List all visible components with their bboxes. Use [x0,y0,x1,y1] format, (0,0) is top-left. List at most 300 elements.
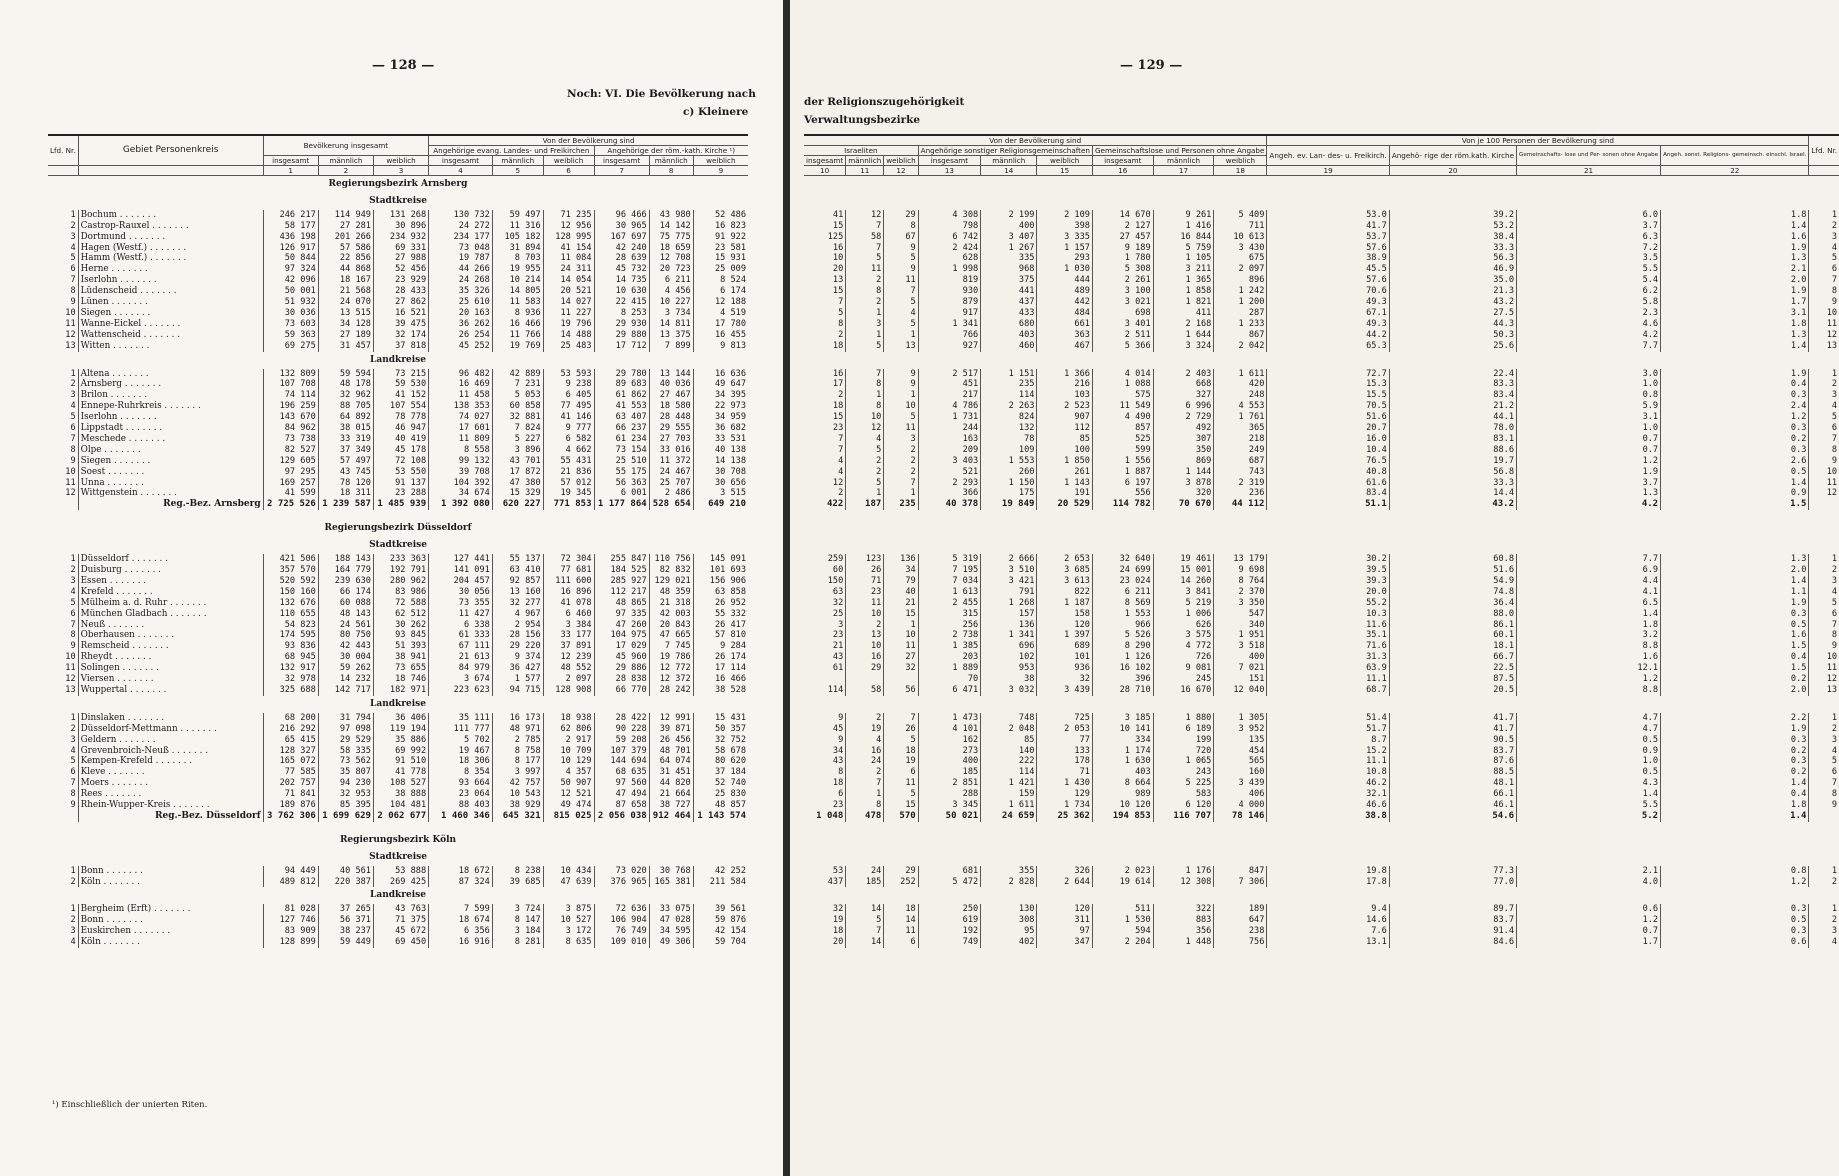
table-row [804,510,1839,520]
cell-col-9: 33 531 [693,434,748,445]
cell-col-2: 14 232 [318,674,373,685]
cell-col-19: 40.8 [1267,467,1389,478]
cell-col-11: 2 [846,713,884,724]
cell-col-22: 1.6 [1661,630,1809,641]
cell-col-16: 2 261 [1092,275,1153,286]
cell-col-10: 53 [832,865,844,876]
cell-col-6: 21 836 [543,467,594,478]
book-gutter [783,0,790,1176]
cell-col-3: 27 988 [373,253,428,264]
cell-col-6: 128 995 [543,232,594,243]
cell-col-5: 16 173 [492,713,543,724]
cell-col-20: 25.6 [1389,341,1516,352]
cell-col-8: 10 227 [649,297,693,308]
table-row [804,478,1839,489]
cell-col-20: 83.7 [1389,746,1516,757]
cell-col-11: 71 [846,576,884,587]
cell-col-22: 0.2 [1661,767,1809,778]
cell-col-18: 687 [1214,456,1267,467]
cell-col-17: 12 308 [1153,877,1214,888]
cell-col-4: 234 177 [429,232,493,243]
cell-col-12: 5 [884,412,918,423]
row-lfd: 12 [65,674,76,685]
cell-col-15: 3 335 [1037,232,1093,243]
cell-col-19: 46.6 [1267,800,1389,811]
cell-col-18: 454 [1214,746,1267,757]
cell-col-18: 7 021 [1214,663,1267,674]
cell-col-20: 46.1 [1389,800,1516,811]
cell-col-9: 12 188 [693,297,748,308]
table-row [48,554,748,565]
table-row [48,800,748,811]
cell-col-4: 34 674 [429,488,493,499]
row-name: Wittgenstein . . . . . . . [78,488,263,499]
cell-col-16: 8 290 [1092,641,1153,652]
cell-col-13: 2 738 [918,630,981,641]
row-lfd-right: 5 [1809,756,1839,767]
cell-col-8: 12 991 [649,713,693,724]
table-row [48,926,748,937]
cell-col-7: 112 217 [594,587,649,598]
cell-col-8: 26 456 [649,735,693,746]
table-row [48,423,748,434]
cell-col-14: 1 341 [981,630,1037,641]
cell-col-11: 8 [846,379,884,390]
cell-col-2: 44 868 [318,264,373,275]
cell-col-15: 2 653 [1037,554,1093,565]
cell-col-17: 356 [1153,926,1214,937]
row-name: Köln . . . . . . . [78,877,263,888]
cell-col-22: 1.4 [1661,811,1809,822]
cell-col-4: 1 392 080 [429,499,493,510]
cell-col-12: 2 [884,445,918,456]
cell-col-20: 77.0 [1389,877,1516,888]
cell-col-5: 8 936 [492,308,543,319]
cell-col-17: 3 575 [1153,630,1214,641]
cell-col-1: 69 275 [263,341,318,352]
table-row [804,221,1839,232]
cell-col-1: 107 708 [263,379,318,390]
cell-col-4: 5 702 [429,735,493,746]
cell-col-19: 11.1 [1267,674,1389,685]
cell-col-12: 11 [884,778,918,789]
cell-col-4: 18 306 [429,756,493,767]
cell-col-9: 145 091 [693,554,748,565]
cell-col-2: 42 443 [318,641,373,652]
cell-col-13: 451 [918,379,981,390]
table-row [48,243,748,254]
cell-col-12: 26 [884,724,918,735]
cell-col-6: 9 238 [543,379,594,390]
cell-col-3: 62 512 [373,609,428,620]
row-lfd-right: 6 [1809,264,1839,275]
cell-col-21: 0.6 [1517,904,1661,915]
cell-col-7: 2 056 038 [594,811,649,822]
cell-col-7: 14 735 [594,275,649,286]
cell-col-10: 10 [832,253,844,264]
table-row [48,330,748,341]
cell-col-2: 22 856 [318,253,373,264]
page-number-left: — 128 — [372,58,435,73]
cell-col-18: 3 952 [1214,724,1267,735]
cell-col-10: 63 [832,586,844,597]
row-lfd: 12 [65,488,76,499]
cell-col-10: 125 [827,231,844,242]
cell-col-14: 1 151 [981,369,1037,380]
cell-col-19: 49.3 [1267,319,1389,330]
cell-col-4: 11 809 [429,434,493,445]
cell-col-13: 521 [918,467,981,478]
cell-col-4: 74 027 [429,412,493,423]
cell-col-16: 10 120 [1092,800,1153,811]
cell-col-10: 4 [838,455,844,466]
cell-col-14: 2 828 [981,877,1037,888]
cell-col-3: 52 456 [373,264,428,275]
cell-col-6: 10 527 [543,915,594,926]
table-row [48,210,748,221]
row-name: Grevenbroich-Neuß . . . . . . . [78,746,263,757]
cell-col-1: 97 295 [263,467,318,478]
cell-col-11: 29 [846,663,884,674]
table-row [48,176,748,193]
row-lfd-right: 2 [1809,221,1839,232]
cell-col-12: 14 [884,915,918,926]
row-name: Moers . . . . . . . [78,778,263,789]
cell-col-9: 80 620 [693,756,748,767]
cell-col-18: 647 [1214,915,1267,926]
cell-col-5: 55 137 [492,554,543,565]
cell-col-2: 37 349 [318,445,373,456]
cell-col-12: 4 [884,308,918,319]
cell-col-18: 2 042 [1214,341,1267,352]
cell-col-6: 2 917 [543,735,594,746]
cell-col-18: 236 [1214,488,1267,499]
cell-col-3: 45 178 [373,445,428,456]
cell-col-10: 43 [832,652,844,663]
cell-col-22: 0.2 [1661,674,1809,685]
cell-col-12: 21 [884,598,918,609]
cell-col-1: 325 688 [263,685,318,696]
cell-col-17: 2 403 [1153,369,1214,380]
cell-col-10: 1 048 [816,810,844,821]
cell-col-21: 0.7 [1517,445,1661,456]
cell-col-10: 13 [832,275,844,286]
cell-col-21: 2.1 [1517,866,1661,877]
cell-col-17: 199 [1153,735,1214,746]
cell-col-9: 17 780 [693,319,748,330]
cell-col-13: 2 424 [918,243,981,254]
cell-col-10: 18 [832,926,844,937]
cell-col-14: 308 [981,915,1037,926]
row-lfd: 3 [70,390,76,401]
cell-col-15: 77 [1037,735,1093,746]
table-row [804,598,1839,609]
cell-col-12: 5 [884,789,918,800]
cell-col-8: 48 701 [649,746,693,757]
cell-col-9: 15 431 [693,713,748,724]
colno-lfd [48,166,78,176]
cell-col-5: 16 466 [492,319,543,330]
cell-col-13: 879 [918,297,981,308]
cell-col-15: 293 [1037,253,1093,264]
cell-col-5: 620 227 [492,499,543,510]
row-lfd-right: 5 [1809,253,1839,264]
cell-col-6: 4 662 [543,445,594,456]
row-lfd-right: 5 [1809,412,1839,423]
cell-col-8: 24 467 [649,467,693,478]
cell-col-13: 5 472 [918,877,981,888]
cell-col-2: 88 705 [318,401,373,412]
cell-col-2: 33 319 [318,434,373,445]
cell-col-1: 94 449 [263,866,318,877]
table-row [48,456,748,467]
cell-col-1: 50 001 [263,286,318,297]
cell-col-11: 14 [846,904,884,915]
cell-col-21: 6.2 [1517,286,1661,297]
cell-col-3: 233 363 [373,554,428,565]
table-row [48,620,748,631]
cell-col-21: 4.1 [1517,587,1661,598]
cell-col-12 [884,674,918,685]
cell-col-19: 19.8 [1267,866,1389,877]
cell-col-12: 34 [884,565,918,576]
cell-col-18: 3 439 [1214,778,1267,789]
cell-col-17: 70 670 [1153,499,1214,510]
row-lfd: 1 [70,712,76,723]
cell-col-18: 3 518 [1214,641,1267,652]
cell-col-17: 626 [1153,620,1214,631]
cell-col-8: 20 843 [649,620,693,631]
cell-col-11: 7 [846,926,884,937]
cell-col-19: 53.7 [1267,232,1389,243]
cell-col-3: 93 845 [373,630,428,641]
cell-col-18: 78 146 [1214,811,1267,822]
row-lfd-right: 2 [1809,877,1839,888]
cell-col-19: 51.7 [1267,724,1389,735]
cell-col-1: 30 036 [263,308,318,319]
table-row [804,308,1839,319]
cell-col-4: 35 326 [429,286,493,297]
row-name: Kempen-Krefeld . . . . . . . [78,756,263,767]
table-row [804,434,1839,445]
cell-col-16: 966 [1092,620,1153,631]
cell-col-14: 3 407 [981,232,1037,243]
cell-col-22: 1.2 [1661,877,1809,888]
cell-col-5: 14 805 [492,286,543,297]
cell-col-21: 1.2 [1517,456,1661,467]
cell-col-21: 0.7 [1517,434,1661,445]
row-lfd: 7 [70,778,76,789]
cell-col-16: 1 126 [1092,652,1153,663]
regierungsbezirk-heading: Regierungsbezirk Arnsberg [328,179,468,189]
cell-col-12: 6 [884,767,918,778]
cell-col-2: 59 449 [318,937,373,948]
cell-col-22: 0.3 [1661,609,1809,620]
table-row [48,713,748,724]
row-lfd-right: 10 [1809,308,1839,319]
cell-col-6: 19 796 [543,319,594,330]
cell-col-8: 912 464 [649,811,693,822]
cell-col-15: 1 734 [1037,800,1093,811]
cell-col-16: 114 782 [1092,499,1153,510]
cell-col-21: 5.4 [1517,275,1661,286]
cell-col-8: 20 723 [649,264,693,275]
cell-col-18: 9 698 [1214,565,1267,576]
row-lfd-right: 9 [1809,456,1839,467]
cell-col-3: 182 971 [373,685,428,696]
cell-col-8: 28 242 [649,685,693,696]
column-number-15: 15 [1037,166,1093,176]
cell-col-15: 178 [1037,756,1093,767]
cell-col-13: 6 742 [918,232,981,243]
cell-col-7: 42 240 [594,243,649,254]
cell-col-14: 2 199 [981,210,1037,221]
regierungsbezirk-heading: Regierungsbezirk Köln [339,834,457,845]
cell-col-10: 18 [832,340,844,351]
table-row [804,253,1839,264]
cell-col-18: 160 [1214,767,1267,778]
cell-col-3: 35 886 [373,735,428,746]
table-row [48,652,748,663]
cell-col-16: 2 023 [1092,866,1153,877]
row-name: Bergheim (Erft) . . . . . . . [78,904,263,915]
cell-col-2: 48 178 [318,379,373,390]
cell-col-7: 73 154 [594,445,649,456]
table-row [804,537,1839,554]
row-lfd: 4 [70,401,76,412]
row-lfd: 8 [70,630,76,641]
cell-col-6: 4 357 [543,767,594,778]
cell-col-13: 192 [918,926,981,937]
cell-col-14: 968 [981,264,1037,275]
cell-col-19: 16.0 [1267,434,1389,445]
cell-col-20: 53.2 [1389,221,1516,232]
cell-col-22: 0.8 [1661,866,1809,877]
cell-col-19: 63.9 [1267,663,1389,674]
cell-col-3: 2 062 677 [373,811,428,822]
cell-col-19: 10.4 [1267,445,1389,456]
row-name: München Gladbach . . . . . . . [78,609,263,620]
cell-col-17: 9 081 [1153,663,1214,674]
cell-col-1: 165 072 [263,756,318,767]
cell-col-15: 347 [1037,937,1093,948]
cell-col-7: 109 010 [594,937,649,948]
cell-col-13: 70 [918,674,981,685]
cell-col-1: 246 217 [263,210,318,221]
section-spacer [804,887,1839,904]
table-row [48,478,748,489]
cell-col-2: 142 717 [318,685,373,696]
cell-col-15: 158 [1037,609,1093,620]
subheader-4: insgesamt [429,156,493,166]
row-lfd: 1 [70,554,76,565]
cell-col-2: 59 262 [318,663,373,674]
cell-col-18: 248 [1214,390,1267,401]
cell-col-11: 5 [846,915,884,926]
cell-col-19: 31.3 [1267,652,1389,663]
cell-col-18: 406 [1214,789,1267,800]
cell-col-16: 5 526 [1092,630,1153,641]
cell-col-14: 953 [981,663,1037,674]
cell-col-2: 201 266 [318,232,373,243]
row-name: Hamm (Westf.) . . . . . . . [78,253,263,264]
table-row [48,849,748,866]
cell-col-15: 2 523 [1037,401,1093,412]
row-name: Hagen (Westf.) . . . . . . . [78,243,263,254]
row-name: Castrop-Rauxel . . . . . . . [78,221,263,232]
table-row [48,467,748,478]
cell-col-11: 11 [846,264,884,275]
row-name: Solingen . . . . . . . [78,663,263,674]
cell-col-17: 3 878 [1153,478,1214,489]
table-row [48,221,748,232]
cell-col-5: 4 967 [492,609,543,620]
cell-col-16: 403 [1092,767,1153,778]
cell-col-5: 94 715 [492,685,543,696]
cell-col-9: 91 922 [693,232,748,243]
cell-col-22: 0.3 [1661,926,1809,937]
cell-col-13: 250 [918,904,981,915]
cell-col-6: 41 146 [543,412,594,423]
col-pct-rk: Angehö- rige der röm.kath. Kirche [1389,146,1516,166]
cell-col-17: 668 [1153,379,1214,390]
cell-col-12: 3 [884,434,918,445]
cell-col-2: 29 529 [318,735,373,746]
cell-col-20: 88.6 [1389,445,1516,456]
cell-col-2: 32 962 [318,390,373,401]
cell-col-22: 0.4 [1661,652,1809,663]
table-row [804,390,1839,401]
cell-col-6: 24 311 [543,264,594,275]
cell-col-11: 16 [846,746,884,757]
cell-col-4: 138 353 [429,401,493,412]
cell-col-3: 53 888 [373,866,428,877]
table-row [48,735,748,746]
cell-col-8: 11 372 [649,456,693,467]
cell-col-20: 20.5 [1389,685,1516,696]
cell-col-6: 71 235 [543,210,594,221]
cell-col-9: 16 466 [693,674,748,685]
cell-col-10: 16 [832,368,844,379]
cell-col-11: 1 [846,488,884,499]
cell-col-2: 73 562 [318,756,373,767]
cell-col-20: 43.2 [1389,499,1516,510]
cell-col-6: 16 896 [543,587,594,598]
cell-col-15: 101 [1037,652,1093,663]
row-lfd-right: 8 [1809,286,1839,297]
section-spacer [804,176,1839,193]
cell-col-13: 288 [918,789,981,800]
cell-col-11: 5 [846,478,884,489]
cell-col-8: 47 665 [649,630,693,641]
cell-col-8: 18 659 [649,243,693,254]
cell-col-4: 88 403 [429,800,493,811]
row-lfd-right: 12 [1809,674,1839,685]
cell-col-3: 37 818 [373,341,428,352]
row-lfd: 12 [65,329,76,340]
cell-col-3: 30 262 [373,620,428,631]
cell-col-16: 28 710 [1092,685,1153,696]
cell-col-16: 4 490 [1092,412,1153,423]
cell-col-10: 7 [838,297,844,308]
table-row [48,341,748,352]
cell-col-15: 822 [1037,587,1093,598]
cell-col-14: 3 510 [981,565,1037,576]
cell-col-12: 7 [884,478,918,489]
row-lfd-right: 12 [1809,330,1839,341]
cell-col-1: 65 415 [263,735,318,746]
cell-col-15: 120 [1037,904,1093,915]
